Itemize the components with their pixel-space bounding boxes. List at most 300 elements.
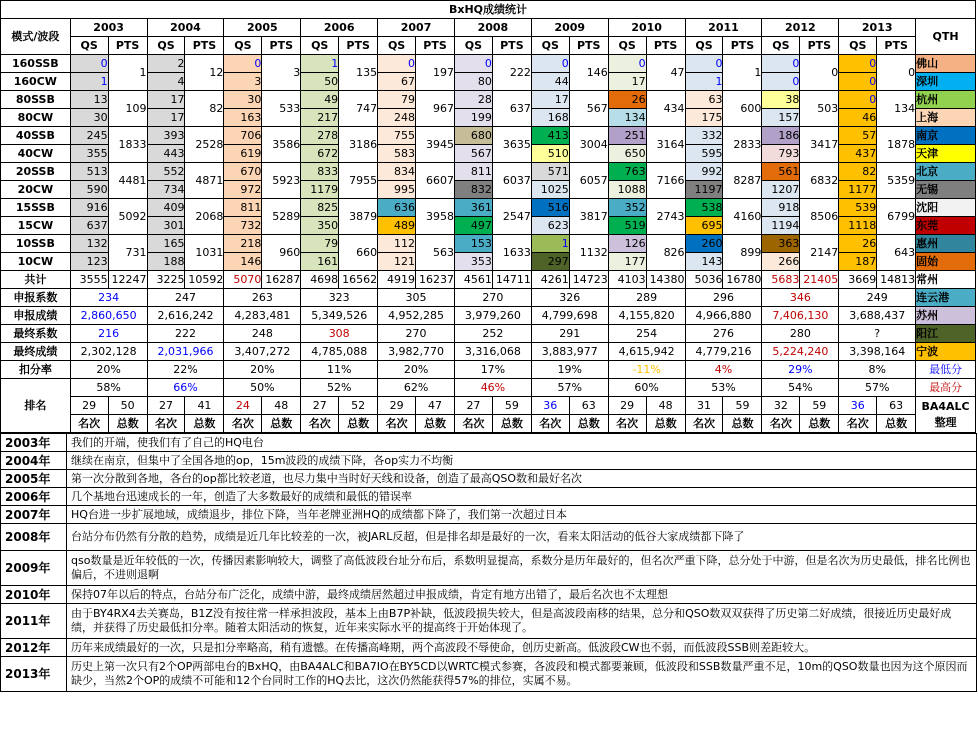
summary-value: 4,155,820 xyxy=(608,307,685,325)
band-qs-cell: 832 xyxy=(454,181,492,199)
band-pts-cell: 146 xyxy=(569,55,608,91)
summary-value: 296 xyxy=(685,289,762,307)
rank-pct: 58% xyxy=(70,379,147,397)
qth-cell: 天津 xyxy=(916,145,976,163)
band-qs-cell: 332 xyxy=(685,127,723,145)
band-qs-cell: 0 xyxy=(608,55,646,73)
summary-value: 3,407,272 xyxy=(224,343,301,361)
legend-low: 最低分 xyxy=(916,361,976,379)
band-qs-cell: 278 xyxy=(301,127,339,145)
summary-value: 11% xyxy=(301,361,378,379)
band-label: 10SSB xyxy=(1,235,71,253)
qth-cell: 佛山 xyxy=(916,55,976,73)
band-qs-cell: 218 xyxy=(224,235,262,253)
summary-value: 2,031,966 xyxy=(147,343,224,361)
band-qs-cell: 680 xyxy=(454,127,492,145)
band-qs-cell: 1 xyxy=(531,235,569,253)
summary-value: 249 xyxy=(839,289,916,307)
total-qs-cell: 4103 xyxy=(608,271,646,289)
band-qs-cell: 49 xyxy=(301,91,339,109)
band-pts-cell: 5923 xyxy=(262,163,301,199)
year-header: 2013 xyxy=(839,19,916,37)
band-pts-cell: 134 xyxy=(877,91,916,127)
total-col-label: 总数 xyxy=(416,415,455,433)
band-pts-cell: 0 xyxy=(800,55,839,91)
band-qs-cell: 811 xyxy=(224,199,262,217)
band-qs-cell: 175 xyxy=(685,109,723,127)
summary-value: 4,966,880 xyxy=(685,307,762,325)
band-qs-cell: 1 xyxy=(70,73,108,91)
total-col-label: 总数 xyxy=(492,415,531,433)
summary-value: 247 xyxy=(147,289,224,307)
band-qs-cell: 161 xyxy=(301,253,339,271)
rank-value: 36 xyxy=(839,397,877,415)
rank-col-label: 名次 xyxy=(454,415,492,433)
summary-value: 280 xyxy=(762,325,839,343)
qs-header: QS xyxy=(531,37,569,55)
band-label: 15SSB xyxy=(1,199,71,217)
band-qs-cell: 143 xyxy=(685,253,723,271)
band-pts-cell: 3958 xyxy=(416,199,455,235)
note-text: 台站分布仍然有分散的趋势，成绩是近几年比较差的一次，被JARL反超，但是排名却是最好的一次，看来太阳活动的低谷大家成绩都下降了 xyxy=(67,524,977,551)
band-pts-cell: 0 xyxy=(877,55,916,91)
band-pts-cell: 600 xyxy=(723,91,762,127)
summary-value: 20% xyxy=(224,361,301,379)
qs-header: QS xyxy=(301,37,339,55)
note-text: 历史上第一次只有2个OP两部电台的BxHQ，由BA4ALC和BA7IO在BY5CD以WRTC模式参赛，各波段和模式都要兼顾，低波段和SSB数量严重不足，10m的QSO数量也因为这个原因而缺少，当然2个OP的成绩不可能和12个台同时工作的HQ去比，这次仍然能获得57%的排位，实属不易。 xyxy=(67,657,977,692)
band-qs-cell: 266 xyxy=(762,253,800,271)
band-qs-cell: 168 xyxy=(531,109,569,127)
band-pts-cell: 563 xyxy=(416,235,455,271)
note-year: 2012年 xyxy=(1,639,67,657)
summary-value: 4,283,481 xyxy=(224,307,301,325)
pts-header: PTS xyxy=(492,37,531,55)
summary-value: 270 xyxy=(378,325,455,343)
note-year: 2011年 xyxy=(1,604,67,639)
band-qs-cell: 650 xyxy=(608,145,646,163)
note-year: 2009年 xyxy=(1,551,67,586)
band-qs-cell: 0 xyxy=(839,55,877,73)
band-pts-cell: 967 xyxy=(416,91,455,127)
band-qs-cell: 355 xyxy=(70,145,108,163)
summary-value: 19% xyxy=(531,361,608,379)
note-year: 2006年 xyxy=(1,488,67,506)
qth-cell: 上海 xyxy=(916,109,976,127)
band-qs-cell: 1177 xyxy=(839,181,877,199)
qth-cell: 阳江 xyxy=(916,325,976,343)
band-qs-cell: 995 xyxy=(378,181,416,199)
summary-value: 4,615,942 xyxy=(608,343,685,361)
band-pts-cell: 2528 xyxy=(185,127,224,163)
band-qs-cell: 706 xyxy=(224,127,262,145)
total-qs-cell: 5070 xyxy=(224,271,262,289)
band-qs-cell: 636 xyxy=(378,199,416,217)
band-qs-cell: 297 xyxy=(531,253,569,271)
band-pts-cell: 197 xyxy=(416,55,455,91)
qs-header: QS xyxy=(70,37,108,55)
band-qs-cell: 50 xyxy=(301,73,339,91)
band-qs-cell: 4 xyxy=(147,73,185,91)
qth-cell: 南京 xyxy=(916,127,976,145)
band-qs-cell: 637 xyxy=(70,217,108,235)
sheet-title: BxHQ成绩统计 xyxy=(1,1,976,19)
band-qs-cell: 1207 xyxy=(762,181,800,199)
band-qs-cell: 217 xyxy=(301,109,339,127)
mode-band-header: 模式/波段 xyxy=(1,19,71,55)
band-qs-cell: 1194 xyxy=(762,217,800,235)
note-text: qso数量是近年较低的一次，传播因素影响较大，调整了高低波段台址分布后，系数明显提高，系数分是历年最好的，但名次严重下降，总分处于中游，但是名次为历史最低，排名比例也偏后，不进则退啊 xyxy=(67,551,977,586)
summary-label: 申报系数 xyxy=(1,289,71,307)
band-qs-cell: 497 xyxy=(454,217,492,235)
band-pts-cell: 2743 xyxy=(646,199,685,235)
summary-value: 4% xyxy=(685,361,762,379)
band-qs-cell: 1197 xyxy=(685,181,723,199)
band-qs-cell: 26 xyxy=(839,235,877,253)
total-pts-cell: 12247 xyxy=(108,271,147,289)
band-qs-cell: 0 xyxy=(454,55,492,73)
summary-value: 3,688,437 xyxy=(839,307,916,325)
summary-value: 3,398,164 xyxy=(839,343,916,361)
summary-value: 276 xyxy=(685,325,762,343)
band-pts-cell: 82 xyxy=(185,91,224,127)
summary-value: 3,883,977 xyxy=(531,343,608,361)
total-qs-cell: 3555 xyxy=(70,271,108,289)
total-pts-cell: 16237 xyxy=(416,271,455,289)
rank-pct: 46% xyxy=(454,379,531,397)
summary-value: 291 xyxy=(531,325,608,343)
rank-col-label: 名次 xyxy=(301,415,339,433)
note-text: 我们的开端，使我们有了自己的HQ电台 xyxy=(67,434,977,452)
band-qs-cell: 833 xyxy=(301,163,339,181)
band-qs-cell: 121 xyxy=(378,253,416,271)
rank-value: 31 xyxy=(685,397,723,415)
band-qs-cell: 17 xyxy=(608,73,646,91)
band-qs-cell: 46 xyxy=(839,109,877,127)
band-pts-cell: 3586 xyxy=(262,127,301,163)
rank-value: 27 xyxy=(454,397,492,415)
band-pts-cell: 3004 xyxy=(569,127,608,163)
band-qs-cell: 1025 xyxy=(531,181,569,199)
rank-total: 50 xyxy=(108,397,147,415)
total-qs-cell: 4698 xyxy=(301,271,339,289)
band-qs-cell: 552 xyxy=(147,163,185,181)
band-pts-cell: 960 xyxy=(262,235,301,271)
summary-value: 248 xyxy=(224,325,301,343)
band-qs-cell: 63 xyxy=(685,91,723,109)
rank-col-label: 名次 xyxy=(685,415,723,433)
band-qs-cell: 0 xyxy=(762,73,800,91)
rank-total: 52 xyxy=(339,397,378,415)
band-qs-cell: 79 xyxy=(378,91,416,109)
band-pts-cell: 7166 xyxy=(646,163,685,199)
band-qs-cell: 571 xyxy=(531,163,569,181)
band-pts-cell: 3817 xyxy=(569,199,608,235)
summary-value: 326 xyxy=(531,289,608,307)
qth-cell: 杭州 xyxy=(916,91,976,109)
rank-pct: 54% xyxy=(762,379,839,397)
total-pts-cell: 14723 xyxy=(569,271,608,289)
rank-col-label: 名次 xyxy=(378,415,416,433)
year-header: 2003 xyxy=(70,19,147,37)
pts-header: PTS xyxy=(646,37,685,55)
note-text: 保持07年以后的特点，台站分布广泛化，成绩中游，最终成绩居然超过申报成绩，肯定有地方出错了，最后名次也不太理想 xyxy=(67,586,977,604)
qth-cell: 固始 xyxy=(916,253,976,271)
summary-value: 3,316,068 xyxy=(454,343,531,361)
summary-value: 2,302,128 xyxy=(70,343,147,361)
rank-total: 48 xyxy=(262,397,301,415)
rank-total: 41 xyxy=(185,397,224,415)
band-qs-cell: 0 xyxy=(224,55,262,73)
band-pts-cell: 5359 xyxy=(877,163,916,199)
rank-pct: 52% xyxy=(301,379,378,397)
band-qs-cell: 186 xyxy=(762,127,800,145)
note-text: 第一次分散到各地，各台的op都比较老道，也尽力集中当时好天线和设备，创造了最高QSO数和最好名次 xyxy=(67,470,977,488)
total-col-label: 总数 xyxy=(108,415,147,433)
year-header: 2005 xyxy=(224,19,301,37)
summary-value: 252 xyxy=(454,325,531,343)
band-pts-cell: 109 xyxy=(108,91,147,127)
rank-col-label: 名次 xyxy=(147,415,185,433)
total-qs-cell: 3225 xyxy=(147,271,185,289)
band-qs-cell: 619 xyxy=(224,145,262,163)
band-qs-cell: 38 xyxy=(762,91,800,109)
total-col-label: 总数 xyxy=(877,415,916,433)
band-label: 40SSB xyxy=(1,127,71,145)
pts-header: PTS xyxy=(185,37,224,55)
total-col-label: 总数 xyxy=(723,415,762,433)
band-qs-cell: 393 xyxy=(147,127,185,145)
rank-col-label: 名次 xyxy=(839,415,877,433)
band-qs-cell: 1118 xyxy=(839,217,877,235)
band-qs-cell: 0 xyxy=(70,55,108,73)
band-pts-cell: 731 xyxy=(108,235,147,271)
band-pts-cell: 4160 xyxy=(723,199,762,235)
band-label: 160SSB xyxy=(1,55,71,73)
band-pts-cell: 4481 xyxy=(108,163,147,199)
summary-value: 270 xyxy=(454,289,531,307)
band-qs-cell: 1179 xyxy=(301,181,339,199)
qth-cell: 连云港 xyxy=(916,289,976,307)
summary-value: 4,952,285 xyxy=(378,307,455,325)
author-label xyxy=(916,397,976,433)
note-year: 2003年 xyxy=(1,434,67,452)
band-label: 80CW xyxy=(1,109,71,127)
band-pts-cell: 3186 xyxy=(339,127,378,163)
band-qs-cell: 26 xyxy=(608,91,646,109)
total-pts-cell: 16562 xyxy=(339,271,378,289)
band-qs-cell: 248 xyxy=(378,109,416,127)
rank-total: 59 xyxy=(800,397,839,415)
summary-value: 2,616,242 xyxy=(147,307,224,325)
pts-header: PTS xyxy=(262,37,301,55)
band-qs-cell: 510 xyxy=(531,145,569,163)
summary-value: 3,982,770 xyxy=(378,343,455,361)
band-qs-cell: 28 xyxy=(454,91,492,109)
band-pts-cell: 643 xyxy=(877,235,916,271)
note-year: 2013年 xyxy=(1,657,67,692)
total-qs-cell: 5683 xyxy=(762,271,800,289)
band-pts-cell: 6607 xyxy=(416,163,455,199)
band-qs-cell: 30 xyxy=(224,91,262,109)
band-qs-cell: 595 xyxy=(685,145,723,163)
band-qs-cell: 165 xyxy=(147,235,185,253)
band-pts-cell: 3 xyxy=(262,55,301,91)
summary-value: 29% xyxy=(762,361,839,379)
summary-value: 289 xyxy=(608,289,685,307)
band-pts-cell: 6037 xyxy=(492,163,531,199)
qth-header: QTH xyxy=(916,19,976,55)
qs-header: QS xyxy=(147,37,185,55)
band-qs-cell: 1088 xyxy=(608,181,646,199)
pts-header: PTS xyxy=(723,37,762,55)
qth-cell: 无锡 xyxy=(916,181,976,199)
rank-total: 63 xyxy=(569,397,608,415)
total-pts-cell: 14711 xyxy=(492,271,531,289)
summary-value: 4,785,088 xyxy=(301,343,378,361)
band-pts-cell: 47 xyxy=(646,55,685,91)
band-qs-cell: 177 xyxy=(608,253,646,271)
band-qs-cell: 82 xyxy=(839,163,877,181)
qs-header: QS xyxy=(378,37,416,55)
band-qs-cell: 0 xyxy=(531,55,569,73)
rank-col-label: 名次 xyxy=(70,415,108,433)
band-qs-cell: 695 xyxy=(685,217,723,235)
rank-value: 27 xyxy=(147,397,185,415)
band-qs-cell: 30 xyxy=(70,109,108,127)
band-pts-cell: 2147 xyxy=(800,235,839,271)
rank-total: 63 xyxy=(877,397,916,415)
note-year: 2010年 xyxy=(1,586,67,604)
summary-label: 申报成绩 xyxy=(1,307,71,325)
band-qs-cell: 134 xyxy=(608,109,646,127)
pts-header: PTS xyxy=(800,37,839,55)
total-qs-cell: 4261 xyxy=(531,271,569,289)
rank-value: 29 xyxy=(608,397,646,415)
total-pts-cell: 14380 xyxy=(646,271,685,289)
band-qs-cell: 163 xyxy=(224,109,262,127)
band-pts-cell: 434 xyxy=(646,91,685,127)
band-qs-cell: 0 xyxy=(839,73,877,91)
summary-value: 3,979,260 xyxy=(454,307,531,325)
year-header: 2008 xyxy=(454,19,531,37)
band-pts-cell: 826 xyxy=(646,235,685,271)
rank-pct: 57% xyxy=(531,379,608,397)
rank-value: 27 xyxy=(301,397,339,415)
band-qs-cell: 561 xyxy=(762,163,800,181)
rank-pct: 62% xyxy=(378,379,455,397)
note-year: 2005年 xyxy=(1,470,67,488)
band-label: 20CW xyxy=(1,181,71,199)
band-pts-cell: 3879 xyxy=(339,199,378,235)
qth-cell: 惠州 xyxy=(916,235,976,253)
band-qs-cell: 353 xyxy=(454,253,492,271)
band-qs-cell: 567 xyxy=(454,145,492,163)
band-qs-cell: 972 xyxy=(224,181,262,199)
band-pts-cell: 4871 xyxy=(185,163,224,199)
band-pts-cell: 222 xyxy=(492,55,531,91)
total-col-label: 总数 xyxy=(262,415,301,433)
pts-header: PTS xyxy=(339,37,378,55)
summary-value: -11% xyxy=(608,361,685,379)
band-qs-cell: 187 xyxy=(839,253,877,271)
summary-label: 最终系数 xyxy=(1,325,71,343)
band-qs-cell: 590 xyxy=(70,181,108,199)
band-qs-cell: 1 xyxy=(301,55,339,73)
rank-value: 36 xyxy=(531,397,569,415)
band-qs-cell: 437 xyxy=(839,145,877,163)
summary-value: 17% xyxy=(454,361,531,379)
rank-value: 29 xyxy=(378,397,416,415)
qth-cell: 沈阳 xyxy=(916,199,976,217)
band-qs-cell: 67 xyxy=(378,73,416,91)
qs-header: QS xyxy=(608,37,646,55)
band-qs-cell: 732 xyxy=(224,217,262,235)
rank-col-label: 名次 xyxy=(224,415,262,433)
band-qs-cell: 918 xyxy=(762,199,800,217)
rank-label: 排名 xyxy=(1,379,71,433)
qth-cell: 北京 xyxy=(916,163,976,181)
summary-value: 5,349,526 xyxy=(301,307,378,325)
summary-value: 234 xyxy=(70,289,147,307)
rank-col-label: 名次 xyxy=(762,415,800,433)
band-qs-cell: 409 xyxy=(147,199,185,217)
band-pts-cell: 2068 xyxy=(185,199,224,235)
total-pts-cell: 16780 xyxy=(723,271,762,289)
rank-col-label: 名次 xyxy=(608,415,646,433)
total-pts-cell: 16287 xyxy=(262,271,301,289)
band-qs-cell: 413 xyxy=(531,127,569,145)
qth-cell: 东莞 xyxy=(916,217,976,235)
year-header: 2004 xyxy=(147,19,224,37)
band-pts-cell: 1833 xyxy=(108,127,147,163)
pts-header: PTS xyxy=(416,37,455,55)
band-pts-cell: 2547 xyxy=(492,199,531,235)
band-pts-cell: 6799 xyxy=(877,199,916,235)
pts-header: PTS xyxy=(108,37,147,55)
rank-value: 32 xyxy=(762,397,800,415)
band-qs-cell: 519 xyxy=(608,217,646,235)
band-pts-cell: 3164 xyxy=(646,127,685,163)
rank-pct: 57% xyxy=(839,379,916,397)
total-qs-cell: 3669 xyxy=(839,271,877,289)
pts-header: PTS xyxy=(569,37,608,55)
band-qs-cell: 0 xyxy=(839,91,877,109)
summary-value: 22% xyxy=(147,361,224,379)
band-qs-cell: 188 xyxy=(147,253,185,271)
band-pts-cell: 12 xyxy=(185,55,224,91)
band-pts-cell: 1878 xyxy=(877,127,916,163)
rank-pct: 60% xyxy=(608,379,685,397)
total-qs-cell: 4919 xyxy=(378,271,416,289)
summary-value: 8% xyxy=(839,361,916,379)
note-text: 几个基地台迅速成长的一年，创造了大多数最好的成绩和最低的错误率 xyxy=(67,488,977,506)
note-text: 历年来成绩最好的一次，只是扣分率略高，稍有遗憾。在传播高峰期，两个高波段不辱使命，创历史新高。低波段CW也不弱，而低波段SSB则差距较大。 xyxy=(67,639,977,657)
summary-value: 263 xyxy=(224,289,301,307)
total-col-label: 总数 xyxy=(646,415,685,433)
rank-total: 47 xyxy=(416,397,455,415)
band-qs-cell: 2 xyxy=(147,55,185,73)
rank-value: 24 xyxy=(224,397,262,415)
band-pts-cell: 3945 xyxy=(416,127,455,163)
total-pts-cell: 10592 xyxy=(185,271,224,289)
band-qs-cell: 0 xyxy=(685,55,723,73)
summary-value: 323 xyxy=(301,289,378,307)
qth-cell: 苏州 xyxy=(916,307,976,325)
band-qs-cell: 916 xyxy=(70,199,108,217)
band-qs-cell: 80 xyxy=(454,73,492,91)
band-label: 160CW xyxy=(1,73,71,91)
summary-label: 最终成绩 xyxy=(1,343,71,361)
